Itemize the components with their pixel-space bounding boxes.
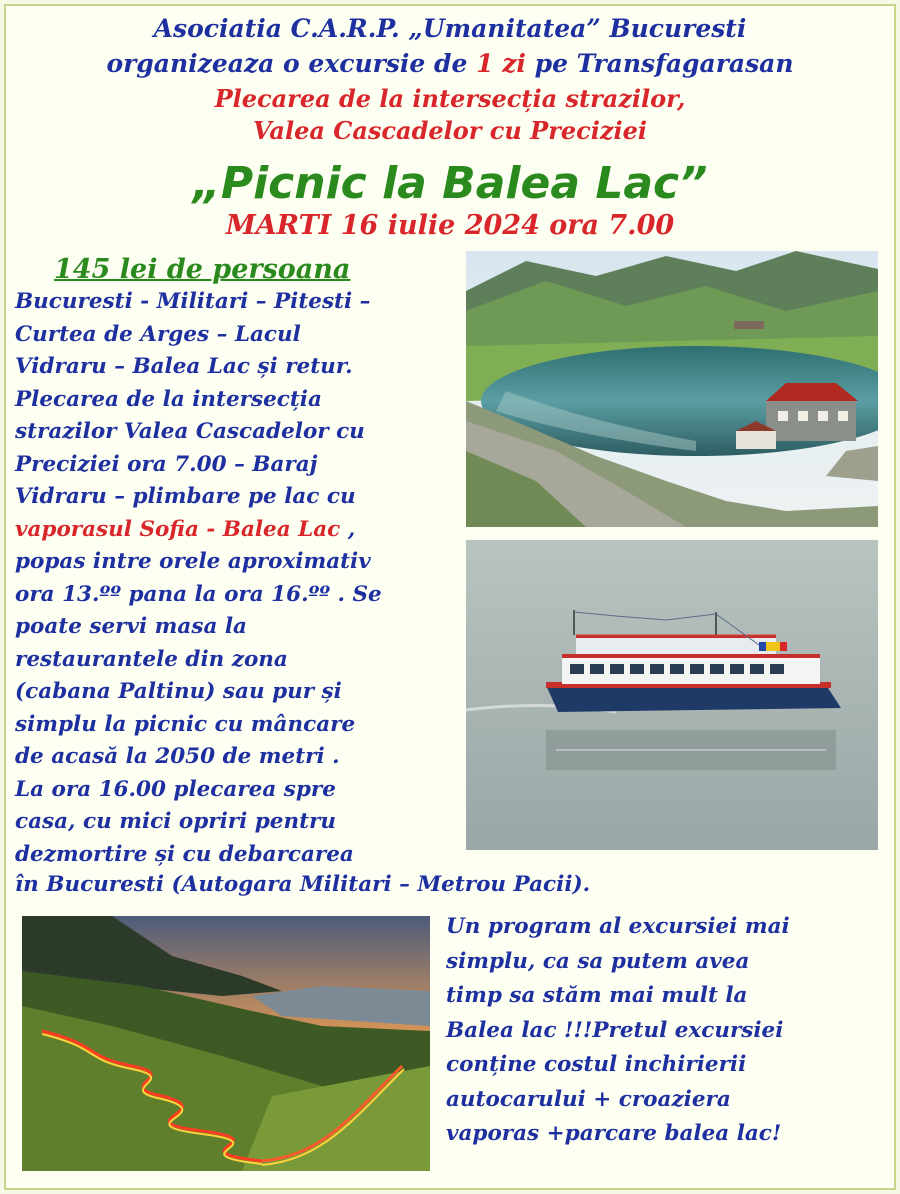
desc-line: Vidraru – Balea Lac și retur. [15, 354, 353, 379]
trip-line-post: pe Transfagarasan [525, 49, 794, 78]
departure-line-2: Valea Cascadelor cu Preciziei [252, 116, 647, 145]
desc-line: ora 13.ºº pana la ora 16.ºº . Se [15, 581, 382, 607]
boat-name: vaporasul Sofia - Balea Lac [15, 516, 341, 542]
desc-line-boat [15, 514, 465, 547]
price-label: 145 lei de persoana [54, 254, 351, 285]
event-date: MARTI 16 iulie 2024 ora 7.00 [225, 210, 675, 241]
boat-suffix: , [340, 516, 356, 542]
note-line: vaporas +parcare balea lac! [446, 1121, 782, 1146]
balea-lac-photo [466, 251, 878, 527]
note-line: autocarului + croaziera [446, 1086, 731, 1112]
desc-line: simplu la picnic cu mâncare [15, 711, 356, 737]
desc-line: (cabana Paltinu) sau pur și [15, 679, 342, 704]
organizer-line: Asociatia C.A.R.P. „Umanitatea” Bucuresti [153, 14, 747, 43]
trip-line-pre: organizeaza o excursie de [106, 49, 477, 78]
trip-line [0, 49, 900, 78]
trip-days: 1 zi [476, 49, 526, 78]
desc-line: poate servi masa la [15, 614, 247, 639]
note-line: Un program al excursiei mai [446, 914, 790, 939]
note-line: conține costul inchirierii [446, 1052, 747, 1077]
note-line: timp sa stăm mai mult la [446, 983, 748, 1008]
desc-line: strazilor Valea Cascadelor cu [15, 419, 365, 444]
desc-line: Curtea de Arges – Lacul [15, 321, 301, 347]
desc-line: restaurantele din zona [15, 646, 288, 672]
desc-line: La ora 16.00 plecarea spre [15, 776, 336, 802]
desc-line: casa, cu mici opriri pentru [15, 809, 336, 834]
desc-line: Preciziei ora 7.00 – Baraj [15, 451, 318, 477]
note-line: Balea lac !!!Pretul excursiei [446, 1017, 784, 1043]
boat-photo [466, 540, 878, 850]
desc-final-line: în Bucuresti (Autogara Militari – Metrou Pacii). [15, 872, 591, 897]
desc-line: de acasă la 2050 de metri . [15, 744, 340, 769]
desc-line: Vidraru – plimbare pe lac cu [15, 484, 356, 509]
desc-line: dezmortire și cu debarcarea [15, 841, 354, 867]
departure-line-1: Plecarea de la intersecția strazilor, [214, 84, 686, 113]
note-block [446, 910, 886, 1152]
note-line: simplu, ca sa putem avea [446, 948, 750, 974]
event-title: „Picnic la Balea Lac” [192, 158, 708, 209]
description-block [15, 286, 465, 871]
transfagarasan-photo [22, 916, 430, 1171]
desc-line: Bucuresti - Militari – Pitesti – [15, 289, 371, 314]
desc-line: popas intre orele aproximativ [15, 549, 371, 574]
desc-line: Plecarea de la intersecția [15, 386, 322, 412]
